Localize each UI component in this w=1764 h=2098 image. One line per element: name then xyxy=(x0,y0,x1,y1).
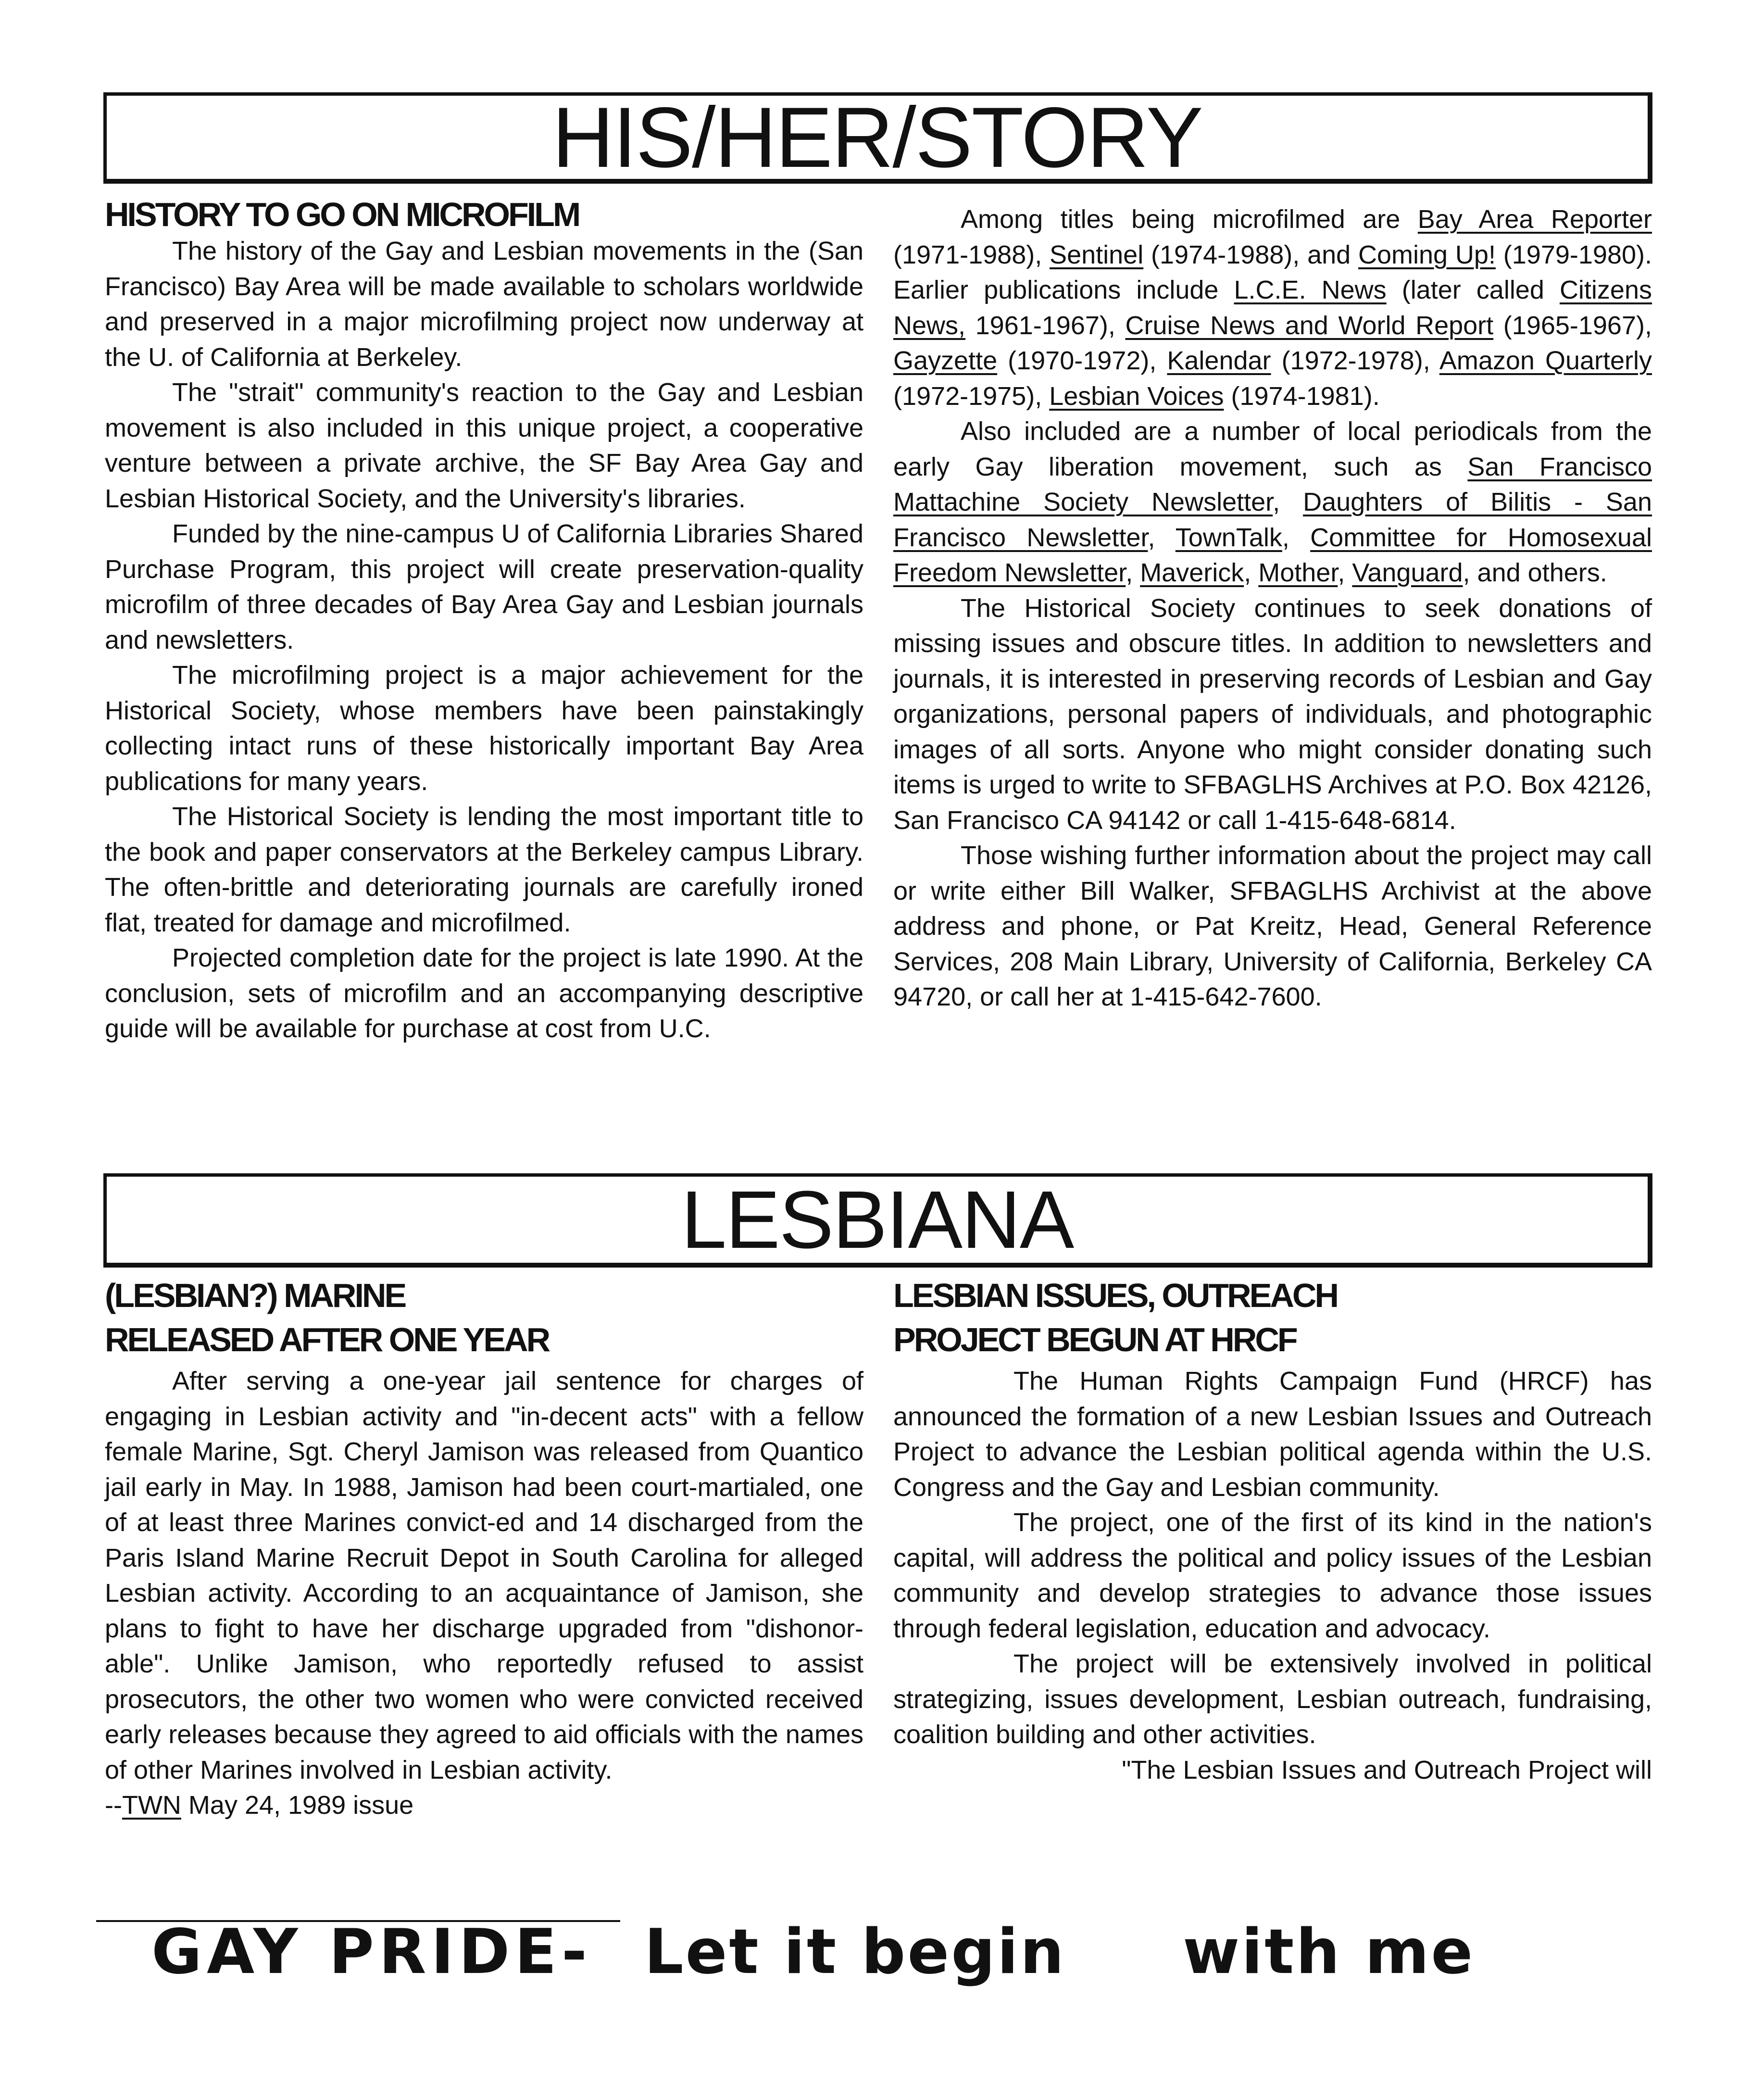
article-body xyxy=(105,1364,863,1788)
text-segment: The history of the Gay and Lesbian movements in the (San Francisco) Bay Area will be made available to scholars worldwide and preserved in a major microfilming project now underway at the U. of California at Berkeley. xyxy=(105,237,863,372)
publication-title: Bay Area Reporter xyxy=(1417,205,1652,234)
paragraph xyxy=(105,516,863,658)
text-segment: 1961-1967), xyxy=(965,311,1126,340)
paragraph xyxy=(893,591,1652,839)
publication-title: Kalendar xyxy=(1167,346,1271,375)
text-segment: , xyxy=(1338,558,1352,587)
text-segment: The project will be extensively involved in political strategizing, issues development, Lesbian outreach, fundraising, coalition building and other activities. xyxy=(893,1649,1652,1749)
publication-title: L.C.E. News xyxy=(1234,276,1387,304)
text-segment: , xyxy=(1282,523,1311,552)
text-segment: (1971-1988), xyxy=(893,240,1050,269)
article-body xyxy=(893,1364,1652,1753)
article-headline-line1: (LESBIAN?) MARINE xyxy=(105,1277,405,1314)
publication-title: Committee for Homosexual Freedom Newsletter xyxy=(893,523,1652,587)
text-segment: (1970-1972), xyxy=(997,346,1167,375)
text-segment: The Human Rights Campaign Fund (HRCF) has announced the formation of a new Lesbian Issues and Outreach Project to advance the Lesbian political agenda within the U.S. Congress and the Gay and Lesbian community. xyxy=(893,1367,1652,1502)
text-segment: , xyxy=(1273,488,1303,516)
article-continued-line: "The Lesbian Issues and Outreach Project will xyxy=(1122,1755,1652,1784)
text-segment: (1974-1988), and xyxy=(1143,240,1359,269)
text-segment: (1974-1981). xyxy=(1224,381,1380,411)
publication-title: TownTalk xyxy=(1175,523,1282,552)
paragraph xyxy=(105,941,863,1047)
article-headline-line1: LESBIAN ISSUES, OUTREACH xyxy=(893,1277,1337,1314)
text-segment: The "strait" community's reaction to the Gay and Lesbian movement is also included in this unique project, a cooperative venture between a private archive, the SF Bay Area Gay and Lesbian Historical Society, and the University's libraries. xyxy=(105,378,863,513)
article-hrcf xyxy=(893,1273,1652,1788)
publication-title: Mother xyxy=(1258,558,1338,587)
text-segment: (1972-1978), xyxy=(1271,346,1439,375)
paragraph xyxy=(893,202,1652,414)
banner-part-1: GAY PRIDE- xyxy=(151,1916,592,1988)
section-title-box xyxy=(103,1173,1652,1268)
publication-title: Amazon Quarterly xyxy=(1439,346,1652,375)
text-segment: (1979-1980). Earlier publications include xyxy=(893,240,1652,304)
article-body xyxy=(893,202,1652,1015)
article-marine xyxy=(105,1273,863,1823)
text-segment: Also included are a number of local periodicals from the early Gay liberation movement, such as xyxy=(893,417,1652,481)
paragraph xyxy=(105,234,863,375)
paragraph xyxy=(105,1364,863,1788)
section-title: HIS/HER/STORY xyxy=(552,89,1202,185)
text-segment: Those wishing further information about the project may call or write either Bill Walker, SFBAGLHS Archivist at the above address and phone, or Pat Kreitz, Head, General Reference Services, 208 Main Library, University of California, Berkeley CA 94720, or call her at 1-415-642-7600. xyxy=(893,841,1652,1011)
publication-title: Lesbian Voices xyxy=(1049,381,1224,411)
text-segment: , xyxy=(1244,558,1259,587)
text-segment: Among titles being microfilmed are xyxy=(961,205,1418,234)
text-segment: After serving a one-year jail sentence for charges of engaging in Lesbian activity and "in-decent acts" with a fellow female Marine, Sgt. Cheryl Jamison was released from Quantico jail early in May. In 1988, Jamison had been court-martialed, one of at least three Marines convict-ed and 14 discharged from the Paris Island Marine Recruit Depot in South Carolina for alleged Lesbian activity. According to an acquaintance of Jamison, she plans to fight to have her discharge upgraded from "dishonor-able". Unlike Jamison, who reportedly refused to assist prosecutors, the other two women who were convicted received early releases because they agreed to aid officials with the names of other Marines involved in Lesbian activity. xyxy=(105,1367,863,1784)
text-segment: The microfilming project is a major achievement for the Historical Society, whose members have been painstakingly collecting intact runs of these historically important Bay Area publications for many years. xyxy=(105,661,863,796)
section-title-box xyxy=(103,89,1652,185)
publication-title: Daughters of Bilitis - San Francisco Newsletter xyxy=(893,488,1652,552)
gay-pride-banner xyxy=(0,1916,1764,1988)
text-segment: (1965-1967), xyxy=(1493,311,1652,340)
article-microfilm-right-column xyxy=(893,202,1652,1015)
text-segment: The project, one of the first of its kind in the nation's capital, will address the political and policy issues of the Lesbian community and develop strategies to advance those issues through federal legislation, education and advocacy. xyxy=(893,1508,1652,1643)
paragraph xyxy=(893,1364,1652,1505)
publication-title: San Francisco Mattachine Society Newsletter xyxy=(893,452,1652,516)
publication-title: Coming Up! xyxy=(1358,240,1496,269)
article-headline-line2: PROJECT BEGUN AT HRCF xyxy=(893,1321,1296,1358)
text-segment: , and others. xyxy=(1463,558,1607,587)
publication-title: Vanguard xyxy=(1352,558,1463,587)
text-segment: -- xyxy=(105,1791,122,1820)
paragraph xyxy=(105,658,863,799)
text-segment: (later called xyxy=(1386,276,1560,304)
publication-title: Sentinel xyxy=(1050,240,1144,269)
text-segment: The Historical Society is lending the most important title to the book and paper conservators at the Berkeley campus Library. The often-brittle and deteriorating journals are carefully ironed flat, treated for damage and microfilmed. xyxy=(105,802,863,937)
publication-title: Gayzette xyxy=(893,346,998,375)
text-segment: , xyxy=(1126,558,1140,587)
banner-part-2: Let it begin xyxy=(644,1916,1066,1988)
text-segment: May 24, 1989 issue xyxy=(181,1791,414,1820)
paragraph xyxy=(893,1646,1652,1753)
publication-title: Cruise News and World Report xyxy=(1125,311,1494,340)
article-headline-line2: RELEASED AFTER ONE YEAR xyxy=(105,1321,549,1358)
text-segment: (1972-1975), xyxy=(893,381,1050,411)
text-segment: , xyxy=(1148,523,1176,552)
banner-part-3: with me xyxy=(1183,1916,1475,1988)
text-segment: Funded by the nine-campus U of California Libraries Shared Purchase Program, this project will create preservation-quality microfilm of three decades of Bay Area Gay and Lesbian journals and newsletters. xyxy=(105,519,863,654)
article-microfilm-left-column xyxy=(105,192,863,1047)
section-title: LESBIANA xyxy=(681,1174,1074,1266)
paragraph xyxy=(893,838,1652,1015)
publication-title: TWN xyxy=(122,1791,181,1820)
paragraph xyxy=(893,1505,1652,1646)
paragraph xyxy=(893,414,1652,591)
article-headline: HISTORY TO GO ON MICROFILM xyxy=(105,196,579,233)
text-segment: Projected completion date for the project is late 1990. At the conclusion, sets of microfilm and an accompanying descriptive guide will be available for purchase at cost from U.C. xyxy=(105,943,863,1043)
text-segment: The Historical Society continues to seek donations of missing issues and obscure titles. In addition to newsletters and journals, it is interested in preserving records of Lesbian and Gay organizations, personal papers of individuals, and photographic images of all sorts. Anyone who might consider donating such items is urged to write to SFBAGLHS Archives at P.O. Box 42126, San Francisco CA 94142 or call 1-415-648-6814. xyxy=(893,593,1652,835)
paragraph xyxy=(105,375,863,516)
article-source xyxy=(105,1788,863,1823)
publication-title: Citizens News, xyxy=(893,276,1652,340)
publication-title: Maverick xyxy=(1140,558,1244,587)
paragraph xyxy=(105,799,863,941)
article-body xyxy=(105,234,863,1047)
